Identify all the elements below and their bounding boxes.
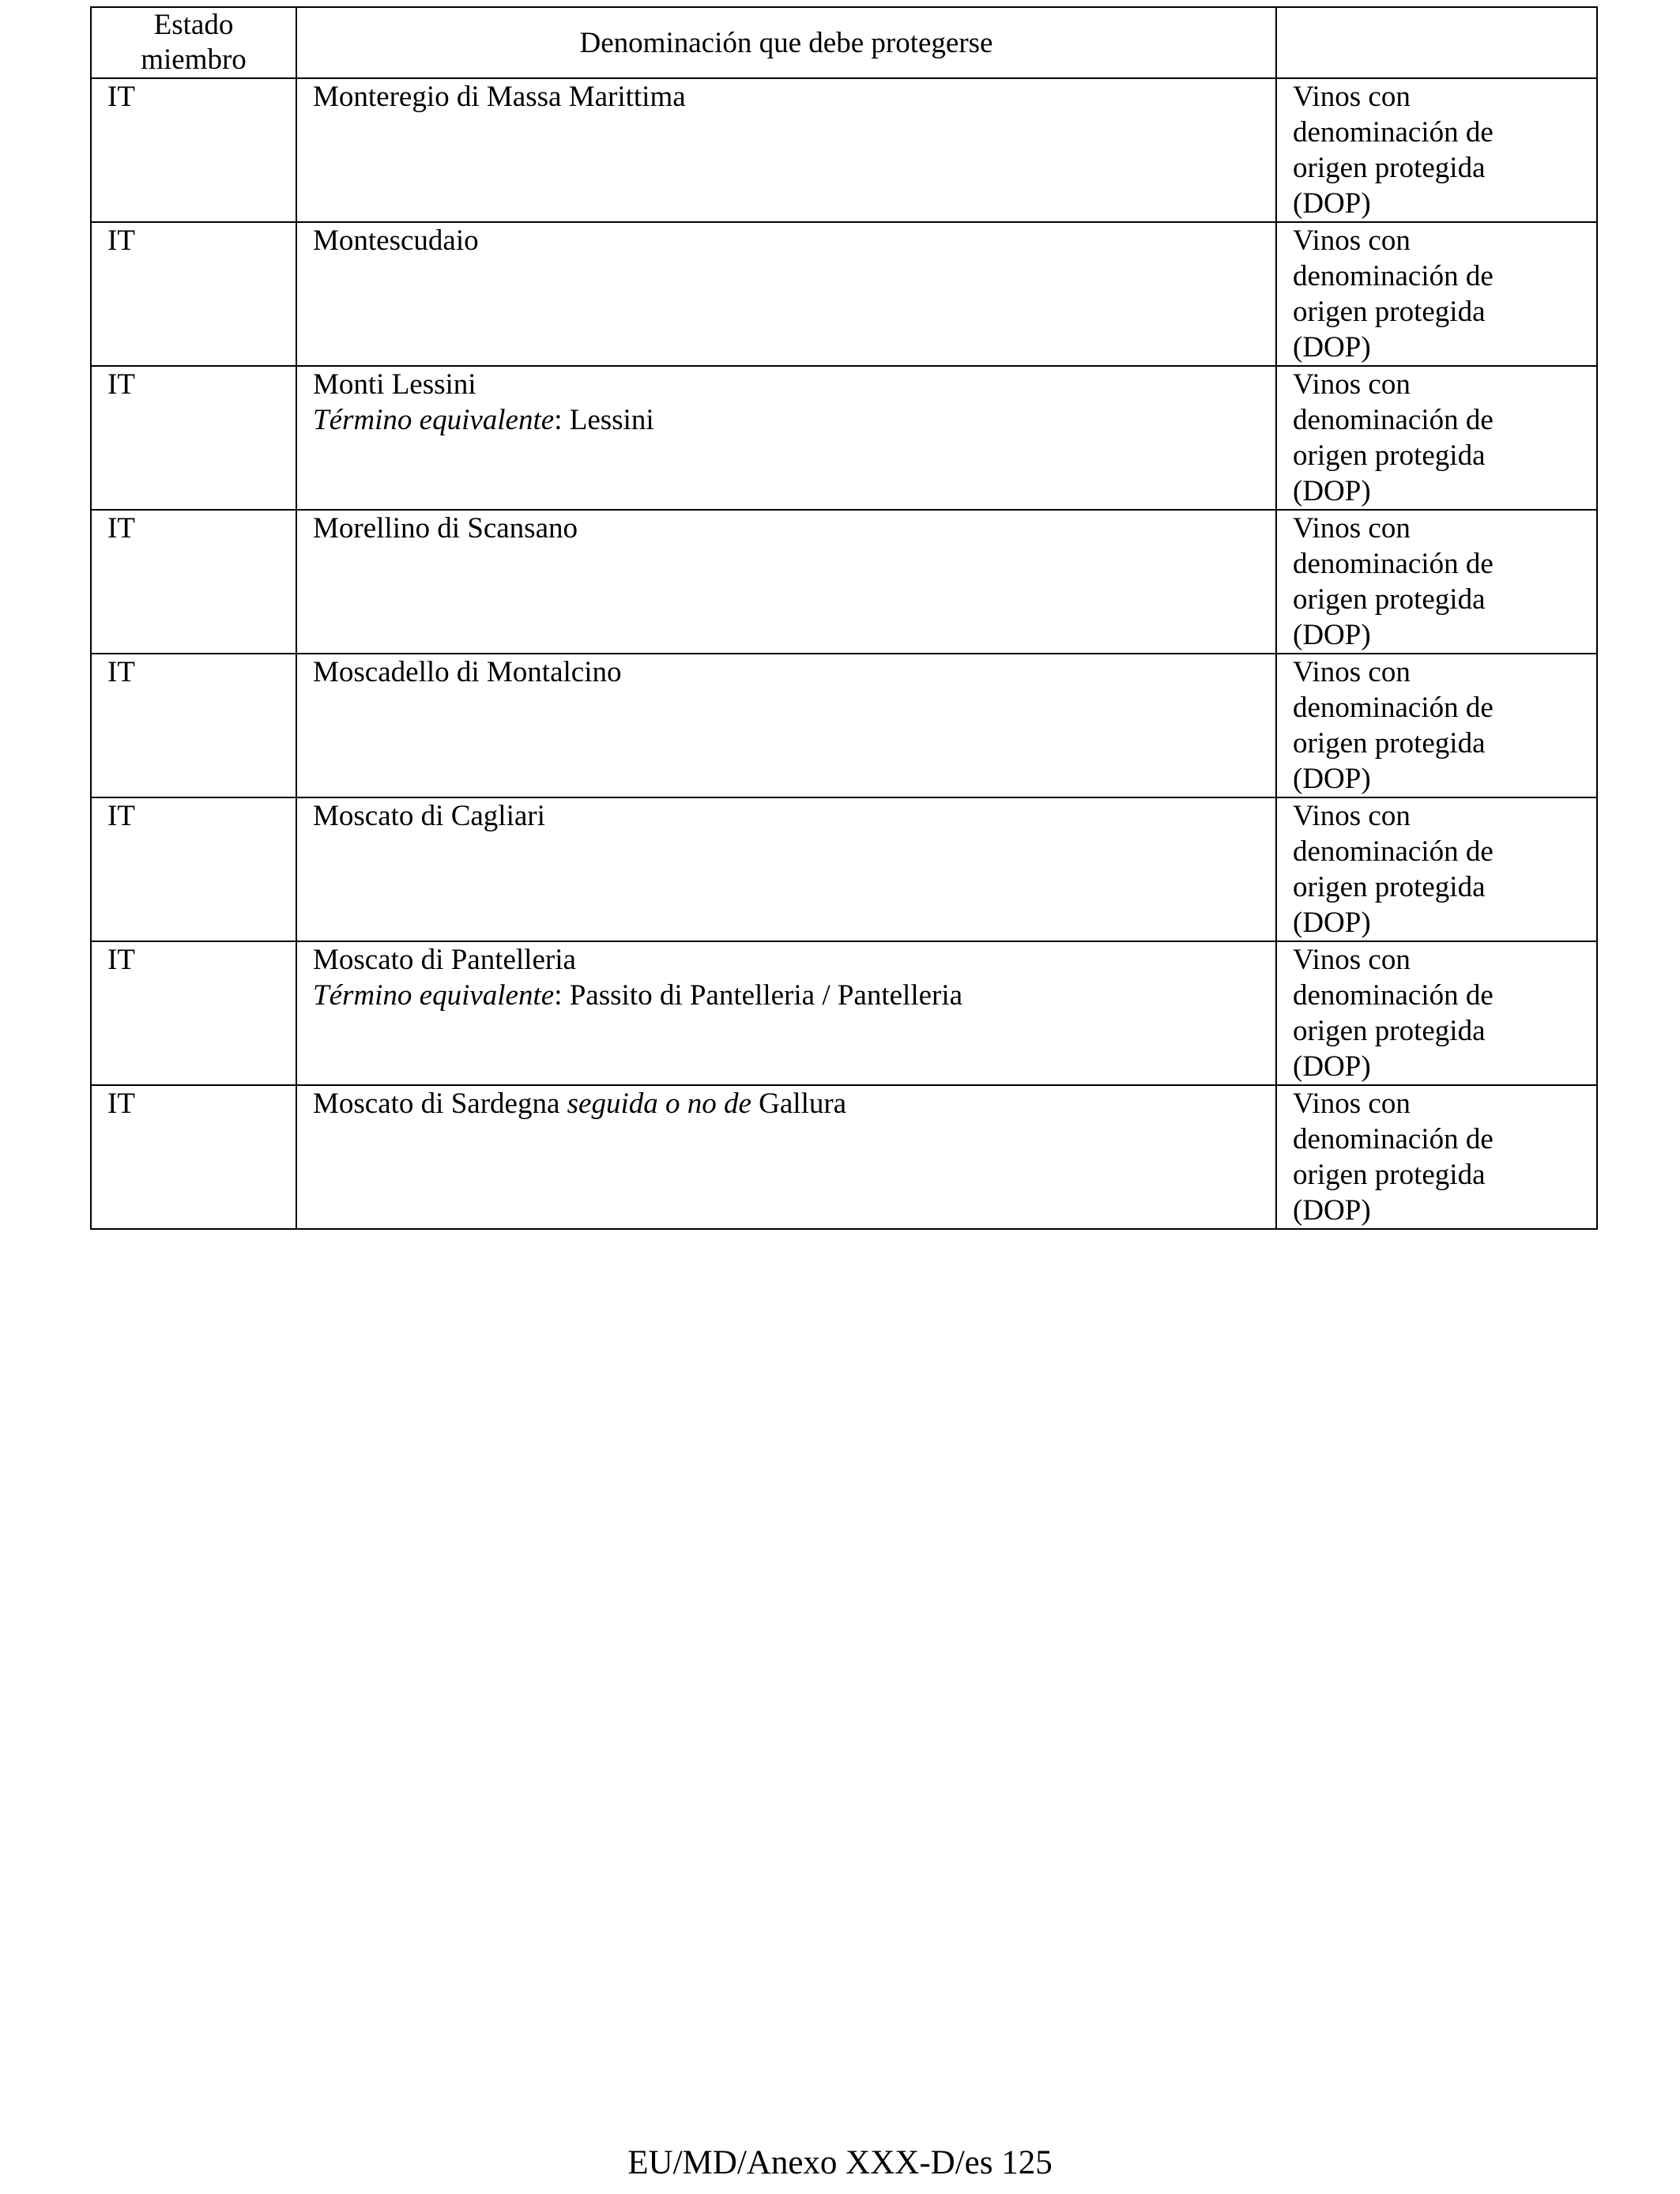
equivalent-term-value: Passito di Pantelleria / Pantelleria xyxy=(569,979,963,1012)
denominations-table xyxy=(90,6,1598,1230)
header-member-state xyxy=(91,7,296,78)
category-line: Vinos con xyxy=(1293,1088,1411,1120)
denomination-cell xyxy=(296,797,1276,941)
table-row xyxy=(91,797,1597,941)
table-row xyxy=(91,510,1597,654)
category-line: Vinos con xyxy=(1293,224,1411,257)
denomination-name xyxy=(313,1086,1275,1122)
table-row xyxy=(91,1085,1597,1229)
table-row xyxy=(91,941,1597,1085)
category-line: origen protegida xyxy=(1293,583,1486,616)
category-line: (DOP) xyxy=(1293,1194,1371,1227)
category-line: origen protegida xyxy=(1293,152,1486,184)
category-cell xyxy=(1276,1085,1597,1229)
denomination-cell xyxy=(296,1085,1276,1229)
category-line: origen protegida xyxy=(1293,1015,1486,1047)
header-denomination: Denominación que debe protegerse xyxy=(296,7,1276,78)
category-cell xyxy=(1276,654,1597,797)
equivalent-term-label: Término equivalente xyxy=(313,404,555,436)
category-line: Vinos con xyxy=(1293,944,1411,976)
category-line: origen protegida xyxy=(1293,296,1486,328)
category-line: denominación de xyxy=(1293,404,1494,436)
page-footer-reference: EU/MD/Anexo XXX-D/es 125 xyxy=(627,2144,1053,2181)
category-cell xyxy=(1276,222,1597,366)
category-cell xyxy=(1276,510,1597,654)
denomination-cell xyxy=(296,941,1276,1085)
category-line: origen protegida xyxy=(1293,439,1486,472)
denomination-name-qualifier: seguida o no de xyxy=(567,1088,751,1120)
category-line: Vinos con xyxy=(1293,656,1411,688)
category-line: (DOP) xyxy=(1293,187,1371,220)
member-state-cell: IT xyxy=(91,797,296,941)
category-line: denominación de xyxy=(1293,979,1494,1012)
category-line: denominación de xyxy=(1293,835,1494,868)
category-line: (DOP) xyxy=(1293,1050,1371,1083)
category-line: denominación de xyxy=(1293,1123,1494,1155)
category-line: origen protegida xyxy=(1293,871,1486,903)
denomination-name: Moscato di Pantelleria xyxy=(313,944,576,976)
denomination-name: Moscato di Cagliari xyxy=(313,800,545,832)
table-row xyxy=(91,366,1597,510)
equivalent-term-separator: : xyxy=(554,404,570,436)
member-state-cell: IT xyxy=(91,222,296,366)
denomination-name: Morellino di Scansano xyxy=(313,512,578,545)
header-member-state-line2: miembro xyxy=(141,43,247,76)
denomination-name: Monteregio di Massa Marittima xyxy=(313,81,686,113)
category-line: (DOP) xyxy=(1293,475,1371,507)
member-state-cell: IT xyxy=(91,510,296,654)
table-row xyxy=(91,78,1597,222)
equivalent-term-label: Término equivalente xyxy=(313,979,555,1012)
equivalent-term xyxy=(313,402,1275,438)
category-line: origen protegida xyxy=(1293,727,1486,760)
category-cell xyxy=(1276,941,1597,1085)
header-category xyxy=(1276,7,1597,78)
category-line: (DOP) xyxy=(1293,619,1371,651)
category-line: Vinos con xyxy=(1293,368,1411,401)
denomination-cell xyxy=(296,222,1276,366)
denomination-cell xyxy=(296,78,1276,222)
category-line: (DOP) xyxy=(1293,907,1371,939)
category-line: (DOP) xyxy=(1293,763,1371,795)
denomination-cell xyxy=(296,366,1276,510)
category-line: Vinos con xyxy=(1293,800,1411,832)
header-member-state-line1: Estado xyxy=(153,9,234,41)
table-row xyxy=(91,654,1597,797)
category-line: Vinos con xyxy=(1293,512,1411,545)
category-line: denominación de xyxy=(1293,260,1494,292)
member-state-cell: IT xyxy=(91,654,296,797)
category-cell xyxy=(1276,78,1597,222)
category-line: (DOP) xyxy=(1293,331,1371,364)
table-row xyxy=(91,222,1597,366)
denomination-cell xyxy=(296,510,1276,654)
member-state-cell: IT xyxy=(91,941,296,1085)
denomination-name: Moscadello di Montalcino xyxy=(313,656,622,688)
equivalent-term xyxy=(313,978,1275,1013)
header-row xyxy=(91,7,1597,78)
category-cell xyxy=(1276,797,1597,941)
category-line: denominación de xyxy=(1293,692,1494,724)
denomination-name: Monti Lessini xyxy=(313,368,477,401)
category-line: denominación de xyxy=(1293,548,1494,580)
category-cell xyxy=(1276,366,1597,510)
equivalent-term-separator: : xyxy=(554,979,570,1012)
denomination-cell xyxy=(296,654,1276,797)
category-line: Vinos con xyxy=(1293,81,1411,113)
member-state-cell: IT xyxy=(91,1085,296,1229)
denomination-name-prefix: Moscato di Sardegna xyxy=(313,1088,567,1120)
denomination-name: Montescudaio xyxy=(313,224,479,257)
category-line: denominación de xyxy=(1293,116,1494,149)
table-header xyxy=(91,7,1597,78)
category-line: origen protegida xyxy=(1293,1159,1486,1191)
member-state-cell: IT xyxy=(91,366,296,510)
denomination-name-suffix: Gallura xyxy=(751,1088,847,1120)
equivalent-term-value: Lessini xyxy=(569,404,654,436)
member-state-cell: IT xyxy=(91,78,296,222)
